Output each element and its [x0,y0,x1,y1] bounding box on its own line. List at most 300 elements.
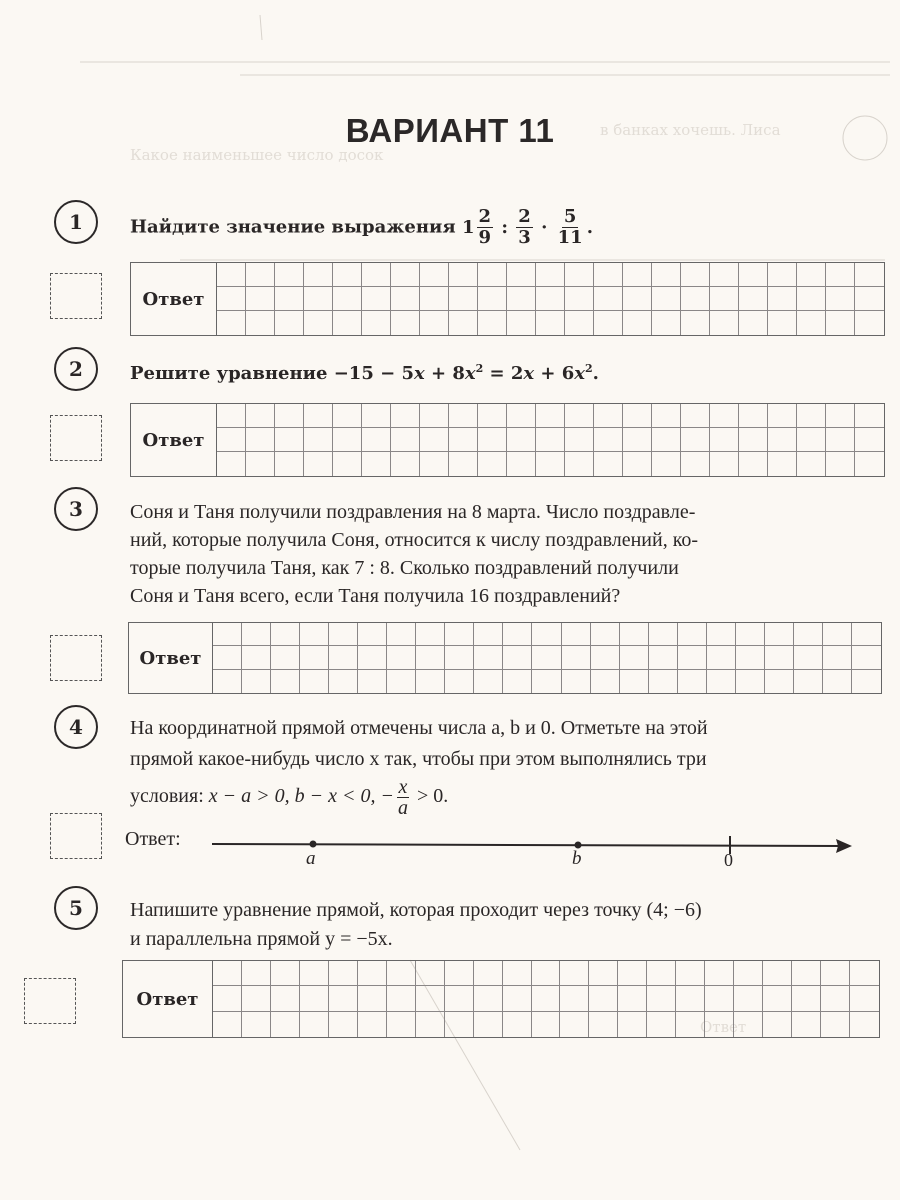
answer-cell[interactable] [649,623,678,646]
answer-cell[interactable] [678,670,707,693]
answer-cell[interactable] [652,311,681,335]
answer-cell[interactable] [852,646,881,669]
answer-grid-3[interactable] [128,622,882,694]
answer-cell[interactable] [507,428,536,452]
answer-cell[interactable] [445,670,474,693]
answer-cell[interactable] [478,287,507,311]
answer-cell[interactable] [763,986,792,1011]
answer-cell[interactable] [623,452,652,476]
answer-cell[interactable] [591,623,620,646]
answer-cell[interactable] [391,452,420,476]
answer-cell[interactable] [705,1012,734,1037]
answer-cell[interactable] [562,670,591,693]
answer-cell[interactable] [271,670,300,693]
answer-cell[interactable] [507,404,536,428]
answer-cell[interactable] [449,311,478,335]
score-checkbox[interactable] [24,978,76,1024]
answer-cell[interactable] [387,961,416,986]
answer-cell[interactable] [507,287,536,311]
answer-cell[interactable] [275,287,304,311]
answer-cell[interactable] [618,1012,647,1037]
answer-cell[interactable] [532,986,561,1011]
answer-cell[interactable] [420,287,449,311]
answer-cell[interactable] [503,646,532,669]
answer-cell[interactable] [242,670,271,693]
answer-cell[interactable] [594,452,623,476]
answer-cell[interactable] [503,623,532,646]
answer-cell[interactable] [445,646,474,669]
answer-cell[interactable] [358,1012,387,1037]
answer-cell[interactable] [213,623,242,646]
answer-cell[interactable] [739,404,768,428]
answer-cell[interactable] [532,646,561,669]
answer-cell[interactable] [304,404,333,428]
answer-cell[interactable] [391,404,420,428]
answer-cell[interactable] [362,404,391,428]
answer-cell[interactable] [591,646,620,669]
answer-cell[interactable] [647,986,676,1011]
answer-cell[interactable] [304,263,333,287]
answer-cell[interactable] [532,961,561,986]
answer-cell[interactable] [850,961,879,986]
answer-cell[interactable] [271,623,300,646]
answer-cell[interactable] [217,428,246,452]
answer-cell[interactable] [826,263,855,287]
answer-cell[interactable] [532,670,561,693]
answer-cell[interactable] [739,311,768,335]
text-line: Соня и Таня всего, если Таня получила 16 поздравлений? [130,585,621,607]
answer-cell[interactable] [821,1012,850,1037]
answer-cell[interactable] [826,311,855,335]
answer-cell[interactable] [768,404,797,428]
question-text: Найдите значение выражения [130,216,456,238]
answer-cell[interactable] [445,1012,474,1037]
answer-cell[interactable] [739,263,768,287]
answer-cell[interactable] [536,311,565,335]
answer-cell[interactable] [739,287,768,311]
answer-cell[interactable] [536,263,565,287]
answer-cell[interactable] [589,1012,618,1037]
answer-cell[interactable] [474,961,503,986]
answer-cell[interactable] [565,404,594,428]
answer-cell[interactable] [765,623,794,646]
answer-cell[interactable] [826,404,855,428]
answer-cell[interactable] [416,961,445,986]
answer-cell[interactable] [387,670,416,693]
answer-cell[interactable] [792,961,821,986]
answer-cell[interactable] [705,961,734,986]
answer-cell[interactable] [217,287,246,311]
question-number-badge: 1 [54,200,98,244]
answer-cell[interactable] [478,452,507,476]
answer-cell[interactable] [536,404,565,428]
answer-cell[interactable] [850,986,879,1011]
answer-cell[interactable] [652,452,681,476]
answer-cell[interactable] [271,961,300,986]
answer-cell[interactable] [387,623,416,646]
answer-cell[interactable] [565,452,594,476]
answer-cell[interactable] [507,263,536,287]
answer-cell[interactable] [242,961,271,986]
answer-cell[interactable] [794,646,823,669]
answer-cell[interactable] [681,452,710,476]
answer-cell[interactable] [449,428,478,452]
answer-cell[interactable] [681,428,710,452]
answer-cell[interactable] [474,670,503,693]
answer-cell[interactable] [532,623,561,646]
answer-cell[interactable] [445,986,474,1011]
answer-cell[interactable] [855,287,884,311]
answer-cell[interactable] [821,961,850,986]
answer-cell[interactable] [734,1012,763,1037]
answer-cells[interactable] [213,961,879,1037]
answer-cell[interactable] [246,263,275,287]
answer-cell[interactable] [300,646,329,669]
text-line: На координатной прямой отмечены числа a, b и 0. Отметьте на этой [130,717,708,739]
answer-cell[interactable] [565,428,594,452]
answer-cell[interactable] [736,670,765,693]
answer-cell[interactable] [768,311,797,335]
answer-cell[interactable] [449,287,478,311]
answer-cell[interactable] [620,646,649,669]
answer-cell[interactable] [474,646,503,669]
answer-cell[interactable] [275,404,304,428]
question-4-text [130,713,882,818]
answer-cells[interactable] [217,263,884,335]
answer-cell[interactable] [594,428,623,452]
answer-cell[interactable] [649,670,678,693]
answer-cell[interactable] [710,428,739,452]
answer-cell[interactable] [275,263,304,287]
answer-cell[interactable] [620,623,649,646]
answer-cell[interactable] [591,670,620,693]
answer-cell[interactable] [562,623,591,646]
answer-cell[interactable] [739,428,768,452]
answer-cell[interactable] [213,961,242,986]
answer-cell[interactable] [618,961,647,986]
answer-cell[interactable] [503,986,532,1011]
answer-cell[interactable] [850,1012,879,1037]
answer-cell[interactable] [503,961,532,986]
answer-cell[interactable] [710,287,739,311]
answer-cell[interactable] [416,670,445,693]
answer-cell[interactable] [710,452,739,476]
answer-cell[interactable] [478,428,507,452]
answer-cell[interactable] [329,623,358,646]
answer-cell[interactable] [449,404,478,428]
answer-cell[interactable] [391,263,420,287]
answer-cells[interactable] [213,623,881,693]
answer-cell[interactable] [391,311,420,335]
answer-cell[interactable] [246,311,275,335]
answer-cell[interactable] [623,428,652,452]
answer-cell[interactable] [676,1012,705,1037]
answer-cell[interactable] [562,646,591,669]
answer-cell[interactable] [478,311,507,335]
answer-cell[interactable] [271,1012,300,1037]
answer-cell[interactable] [275,311,304,335]
answer-cell[interactable] [246,452,275,476]
answer-cell[interactable] [763,961,792,986]
answer-cell[interactable] [478,263,507,287]
score-checkbox[interactable] [50,635,102,681]
answer-cell[interactable] [676,986,705,1011]
answer-cell[interactable] [420,428,449,452]
answer-cell[interactable] [678,623,707,646]
answer-cell[interactable] [792,1012,821,1037]
answer-cell[interactable] [855,311,884,335]
answer-cell[interactable] [649,646,678,669]
answer-cell[interactable] [503,670,532,693]
answer-cell[interactable] [242,623,271,646]
answer-cell[interactable] [333,287,362,311]
answer-cell[interactable] [768,428,797,452]
answer-cell[interactable] [797,452,826,476]
answer-cell[interactable] [362,428,391,452]
answer-cell[interactable] [797,404,826,428]
answer-cell[interactable] [474,623,503,646]
answer-cell[interactable] [681,287,710,311]
answer-cell[interactable] [445,961,474,986]
answer-cell[interactable] [474,986,503,1011]
answer-cell[interactable] [391,287,420,311]
answer-cell[interactable] [358,623,387,646]
answer-cell[interactable] [794,623,823,646]
answer-grid-2[interactable] [130,403,885,477]
answer-cell[interactable] [300,961,329,986]
answer-cell[interactable] [275,452,304,476]
answer-cell[interactable] [449,452,478,476]
answer-cell[interactable] [217,263,246,287]
answer-cell[interactable] [333,311,362,335]
answer-cell[interactable] [565,311,594,335]
answer-cell[interactable] [420,452,449,476]
answer-cell[interactable] [387,1012,416,1037]
answer-cell[interactable] [705,986,734,1011]
answer-cell[interactable] [213,1012,242,1037]
answer-cell[interactable] [213,646,242,669]
answer-cell[interactable] [768,287,797,311]
answer-cell[interactable] [507,311,536,335]
answer-cell[interactable] [217,452,246,476]
answer-cell[interactable] [420,263,449,287]
question-number-badge: 4 [54,705,98,749]
answer-cell[interactable] [855,404,884,428]
answer-cell[interactable] [420,311,449,335]
fraction: $\frac{2}{9}$ [478,206,492,248]
answer-cell[interactable] [271,646,300,669]
answer-cell[interactable] [560,961,589,986]
question-number-badge: 2 [54,347,98,391]
answer-cell[interactable] [300,986,329,1011]
answer-cell[interactable] [797,263,826,287]
answer-cell[interactable] [855,263,884,287]
answer-cell[interactable] [623,311,652,335]
answer-cell[interactable] [478,404,507,428]
answer-cell[interactable] [736,646,765,669]
answer-cell[interactable] [329,1012,358,1037]
answer-cell[interactable] [246,404,275,428]
answer-cell[interactable] [855,428,884,452]
answer-cell[interactable] [594,287,623,311]
answer-cell[interactable] [242,646,271,669]
answer-cell[interactable] [710,263,739,287]
answer-cell[interactable] [333,452,362,476]
answer-cell[interactable] [765,646,794,669]
answer-cell[interactable] [242,1012,271,1037]
answer-cell[interactable] [763,1012,792,1037]
answer-cell[interactable] [329,670,358,693]
answer-cell[interactable] [333,428,362,452]
answer-cell[interactable] [710,311,739,335]
answer-cell[interactable] [213,670,242,693]
answer-cell[interactable] [329,961,358,986]
answer-cell[interactable] [300,623,329,646]
answer-cell[interactable] [852,623,881,646]
answer-cell[interactable] [797,311,826,335]
answer-cell[interactable] [387,986,416,1011]
answer-cell[interactable] [246,287,275,311]
answer-cell[interactable] [739,452,768,476]
answer-cell[interactable] [623,404,652,428]
answer-cell[interactable] [736,623,765,646]
answer-cell[interactable] [826,287,855,311]
answer-cell[interactable] [560,1012,589,1037]
answer-cell[interactable] [707,646,736,669]
answer-cell[interactable] [304,311,333,335]
answer-cell[interactable] [560,986,589,1011]
answer-cell[interactable] [329,986,358,1011]
answer-cell[interactable] [681,311,710,335]
answer-cell[interactable] [217,404,246,428]
answer-cell[interactable] [416,646,445,669]
answer-cell[interactable] [387,646,416,669]
answer-cell[interactable] [358,961,387,986]
answer-cell[interactable] [358,670,387,693]
answer-cell[interactable] [823,646,852,669]
answer-cell[interactable] [362,311,391,335]
answer-cell[interactable] [416,1012,445,1037]
answer-cell[interactable] [652,404,681,428]
answer-cell[interactable] [536,287,565,311]
answer-grid-5[interactable] [122,960,880,1038]
answer-cell[interactable] [794,670,823,693]
answer-cell[interactable] [217,311,246,335]
answer-cell[interactable] [594,311,623,335]
answer-cell[interactable] [707,670,736,693]
answer-cell[interactable] [300,1012,329,1037]
answer-cell[interactable] [391,428,420,452]
answer-cell[interactable] [647,961,676,986]
answer-cell[interactable] [623,287,652,311]
answer-cell[interactable] [532,1012,561,1037]
answer-cell[interactable] [589,986,618,1011]
answer-cell[interactable] [855,452,884,476]
answer-cell[interactable] [329,646,358,669]
answer-grid-1[interactable] [130,262,885,336]
answer-cell[interactable] [652,287,681,311]
answer-cell[interactable] [797,287,826,311]
answer-cell[interactable] [362,263,391,287]
answer-cell[interactable] [358,646,387,669]
answer-cell[interactable] [826,428,855,452]
answer-cell[interactable] [416,986,445,1011]
text-line: Напишите уравнение прямой, которая проходит через точку (4; −6) [130,899,702,921]
answer-cell[interactable] [271,986,300,1011]
answer-cell[interactable] [821,986,850,1011]
answer-cell[interactable] [507,452,536,476]
answer-cell[interactable] [823,623,852,646]
answer-cell[interactable] [333,263,362,287]
answer-cell[interactable] [536,452,565,476]
answer-cell[interactable] [710,404,739,428]
answer-cell[interactable] [620,670,649,693]
answer-cell[interactable] [420,404,449,428]
answer-cell[interactable] [449,263,478,287]
answer-cell[interactable] [300,670,329,693]
answer-cell[interactable] [246,428,275,452]
answer-cell[interactable] [681,404,710,428]
answer-cell[interactable] [362,452,391,476]
answer-cell[interactable] [445,623,474,646]
answer-cell[interactable] [792,986,821,1011]
answer-cell[interactable] [826,452,855,476]
answer-cell[interactable] [852,670,881,693]
answer-cell[interactable] [797,428,826,452]
math-equation: $-15 - 5x + 8x^2 = 2x + 6x^2$. [333,362,599,384]
answer-cell[interactable] [652,263,681,287]
answer-cell[interactable] [589,961,618,986]
answer-cell[interactable] [618,986,647,1011]
answer-cell[interactable] [275,428,304,452]
svg-text:Ответ: Ответ [700,1018,747,1036]
answer-cell[interactable] [765,670,794,693]
answer-cell[interactable] [823,670,852,693]
answer-cell[interactable] [304,452,333,476]
answer-cell[interactable] [676,961,705,986]
answer-cell[interactable] [242,986,271,1011]
answer-cell[interactable] [565,263,594,287]
answer-cell[interactable] [358,986,387,1011]
answer-cell[interactable] [768,452,797,476]
answer-cell[interactable] [594,404,623,428]
answer-cell[interactable] [623,263,652,287]
score-checkbox[interactable] [50,415,102,461]
answer-cell[interactable] [768,263,797,287]
answer-cell[interactable] [647,1012,676,1037]
answer-cell[interactable] [565,287,594,311]
answer-cell[interactable] [678,646,707,669]
answer-cell[interactable] [304,428,333,452]
answer-cell[interactable] [536,428,565,452]
answer-cell[interactable] [734,961,763,986]
answer-cell[interactable] [681,263,710,287]
answer-cell[interactable] [594,263,623,287]
answer-cell[interactable] [304,287,333,311]
answer-cells[interactable] [217,404,884,476]
answer-cell[interactable] [213,986,242,1011]
number-line[interactable] [0,820,900,880]
answer-cell[interactable] [333,404,362,428]
answer-cell[interactable] [652,428,681,452]
answer-cell[interactable] [503,1012,532,1037]
answer-cell[interactable] [707,623,736,646]
answer-cell[interactable] [734,986,763,1011]
answer-cell[interactable] [474,1012,503,1037]
score-checkbox[interactable] [50,273,102,319]
answer-cell[interactable] [362,287,391,311]
answer-cell[interactable] [416,623,445,646]
